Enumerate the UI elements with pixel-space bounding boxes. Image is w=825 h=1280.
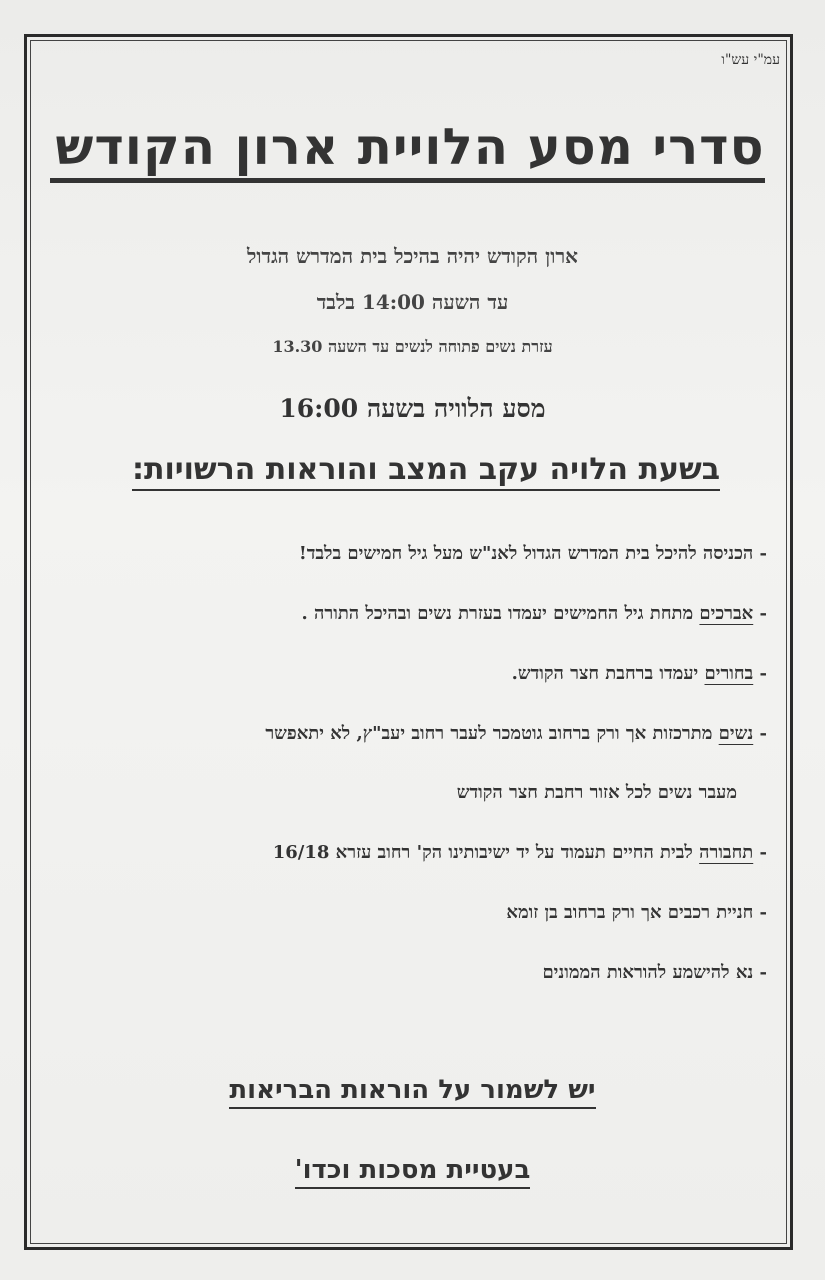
bullet-text: נא להישמע להוראות הממונים xyxy=(542,962,754,983)
bullet-dash: - xyxy=(759,842,767,863)
bullet-text: לבית החיים תעמוד על יד ישיבותינו הק' רחוב עזרא 16/18 xyxy=(272,842,700,863)
info-line-ark-location: ארון הקודש יהיה בהיכל בית המדרש הגדול xyxy=(246,244,578,268)
bullet-item xyxy=(301,603,767,624)
page-title: סדרי מסע הלויית ארון הקודש xyxy=(55,118,765,176)
bullet-dash: - xyxy=(759,723,767,744)
bullet-dash: - xyxy=(759,962,767,983)
bullet-continuation: מעבר נשים לכל אזור רחבת חצר הקודש xyxy=(456,782,737,803)
info-line-procession-time: מסע הלוויה בשעה 16:00 xyxy=(279,394,546,423)
bullet-item xyxy=(506,902,767,923)
bullet-item xyxy=(265,723,767,744)
footer-text: יש לשמור על הוראות הבריאות xyxy=(229,1075,595,1109)
footer-line-health xyxy=(0,1075,825,1105)
bullet-key: תחבורה xyxy=(699,842,754,863)
bullet-key: אברכים xyxy=(699,603,754,624)
bullet-item xyxy=(299,543,767,564)
bullet-text: מתרכזות אך ורק ברחוב גוטמכר לעבר רחוב יעב"ץ, לא יתאפשר xyxy=(265,723,719,744)
bullet-text: מתחת גיל החמישים יעמדו בעזרת נשים ובהיכל התורה . xyxy=(301,603,700,624)
bullet-key: בחורים xyxy=(704,663,754,684)
title-underline xyxy=(50,178,765,183)
bullet-item xyxy=(542,962,767,983)
bullet-dash: - xyxy=(759,902,767,923)
top-note: עמ"י עש"ו xyxy=(721,52,780,68)
bullet-dash: - xyxy=(759,603,767,624)
info-line-women-section: עזרת נשים פתוחה לנשים עד השעה 13.30 xyxy=(272,337,553,356)
info-line-until-time: עד השעה 14:00 בלבד xyxy=(316,290,509,314)
bullet-item xyxy=(273,842,767,863)
bullet-key: נשים xyxy=(718,723,754,744)
bullet-text: יעמדו ברחבת חצר הקודש. xyxy=(511,663,705,684)
bullet-item xyxy=(512,663,767,684)
footer-line-masks xyxy=(0,1155,825,1185)
bullet-dash: - xyxy=(759,663,767,684)
bullet-text: חניית רכבים אך ורק ברחוב בן זומא xyxy=(506,902,754,923)
bullet-dash: - xyxy=(759,543,767,564)
bullet-text: הכניסה להיכל בית המדרש הגדול לאנ"ש מעל גיל חמישים בלבד! xyxy=(298,543,754,564)
footer-text: בעטיית מסכות וכדו' xyxy=(295,1155,531,1189)
section-heading: בשעת הלויה עקב המצב והוראות הרשויות: xyxy=(132,452,720,491)
